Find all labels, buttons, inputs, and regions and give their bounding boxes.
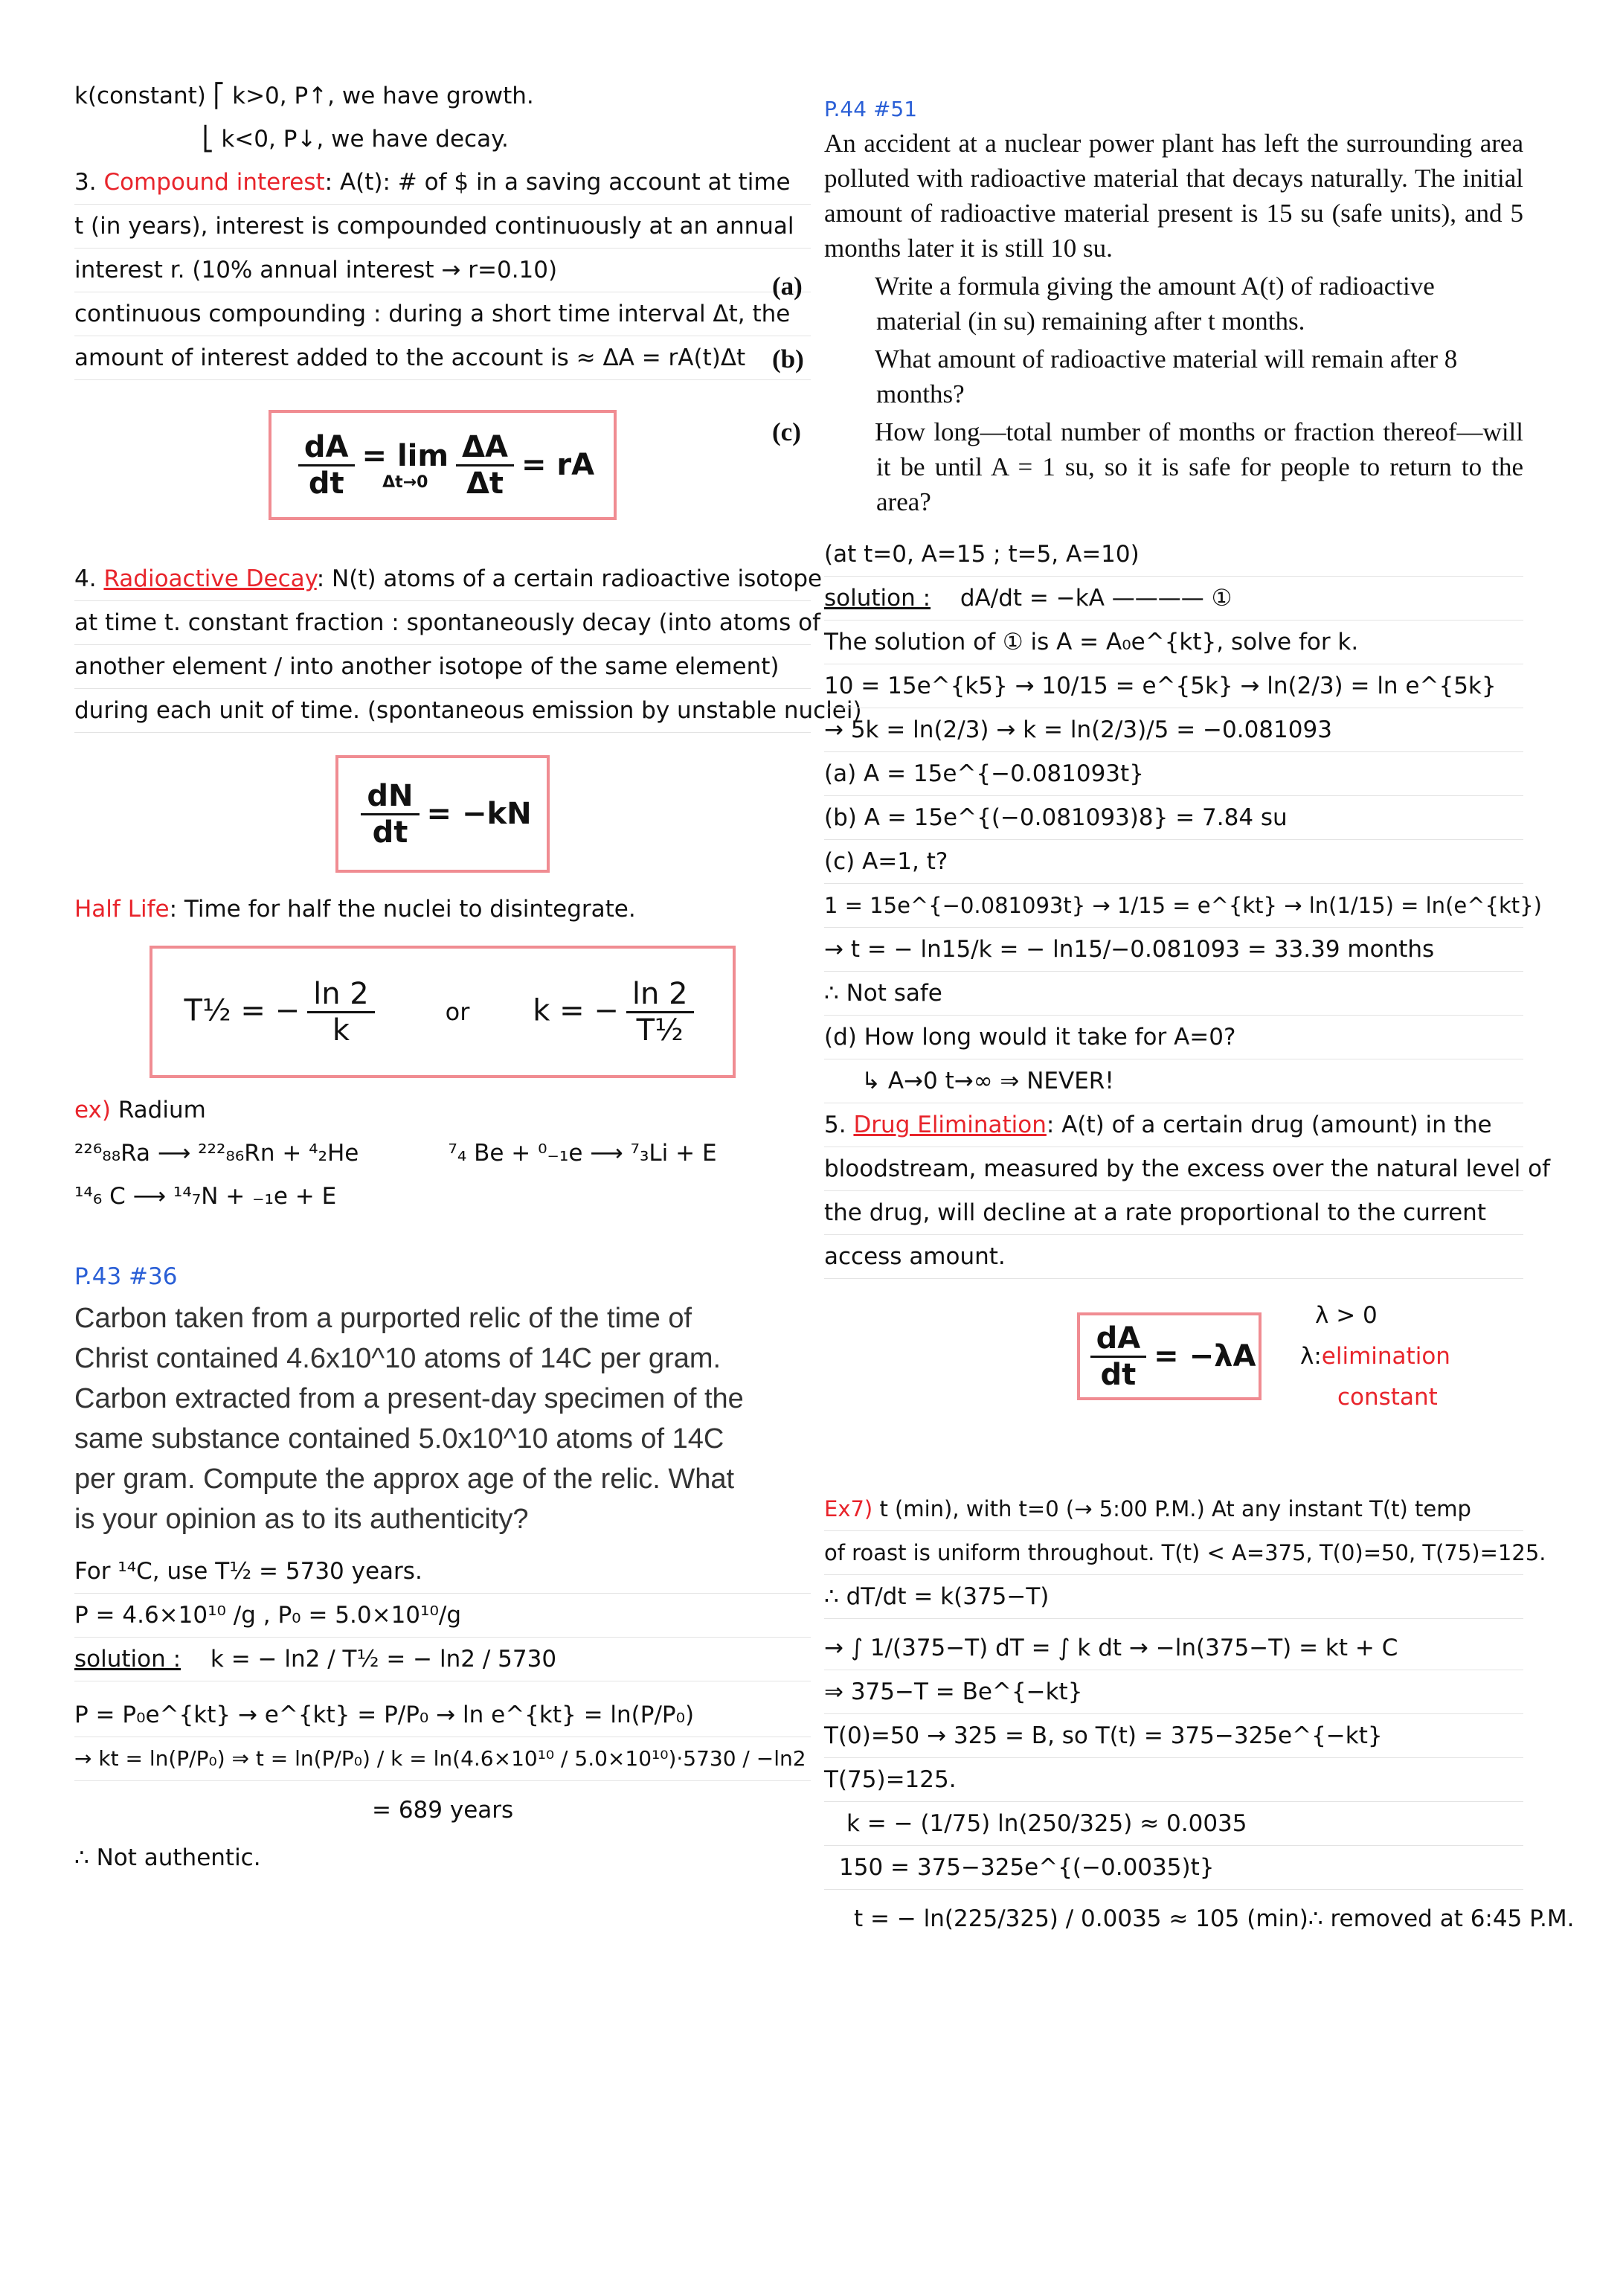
- de-line-4: access amount.: [824, 1235, 1523, 1279]
- ex7-line-1: Ex7) t (min), with t=0 (→ 5:00 P.M.) At any instant T(t) temp: [824, 1487, 1523, 1531]
- p43-step-2: → kt = ln(P/P₀) ⇒ t = ln(P/P₀) / k = ln(4.6×10¹⁰ / 5.0×10¹⁰)·5730 / −ln2: [74, 1737, 811, 1781]
- question-d: (d) How long would it take for A=0?: [824, 1016, 1523, 1059]
- p44-reference: P.44 #51: [824, 97, 918, 121]
- limit-expression: = lim Δt→0: [361, 438, 449, 492]
- k-decay-line: ⎣ k<0, P↓, we have decay.: [202, 126, 509, 153]
- radium-example-heading: ex) Radium: [74, 1097, 206, 1123]
- ex7-line-9: 150 = 375−325e^{(−0.0035)t}: [824, 1846, 1523, 1890]
- half-life-title: Half Life: [74, 896, 170, 923]
- carbon-equation: ¹⁴₆ C ⟶ ¹⁴₇N + ₋₁e + E: [74, 1183, 337, 1210]
- delta-fraction: $\frac{\Delta A}{\Delta t}$: [456, 430, 514, 501]
- p44-problem-text: An accident at a nuclear power plant has left the surrounding area polluted with radioactive material that decays naturally. The initial amount of radioactive material present is 15 su (safe units), and 5 months later it is still 10 su.: [824, 129, 1523, 263]
- half-life-formula-box: T½ = − $\frac{\ln 2}{k}$ or k = − $\frac{\ln 2}{\text{T½}}$: [150, 946, 736, 1078]
- p43-reference: P.43 #36: [74, 1263, 178, 1290]
- k-growth-line: k(constant) ⎡ k>0, P↑, we have growth.: [74, 83, 534, 109]
- given-conditions: (at t=0, A=15 ; t=5, A=10): [824, 533, 1523, 577]
- rd-line-2: at time t. constant fraction : spontaneously decay (into atoms of: [74, 601, 811, 645]
- ci-line-3: interest r. (10% annual interest → r=0.10): [74, 248, 811, 292]
- right-column: [772, 93, 1575, 1940]
- left-column: [74, 74, 862, 1879]
- rd-line-3: another element / into another isotope of the same element): [74, 645, 811, 689]
- dA-dt-fraction: $\frac{dA}{dt}$: [298, 430, 355, 501]
- half-life-formula-t: T½ = − $\frac{\ln 2}{k}$: [184, 977, 382, 1048]
- rd-line-4: during each unit of time. (spontaneous emission by unstable nuclei): [74, 689, 811, 733]
- drug-elimination-title: Drug Elimination: [853, 1112, 1047, 1138]
- lambda-constant: constant: [1337, 1384, 1438, 1411]
- p44-part-c: (c) How long—total number of months or fraction thereof—will it be until A = 1 su, so it is safe for people to return to the area?: [772, 417, 1523, 516]
- nuclear-equations: ²²⁶₈₈Ra ⟶ ²²²₈₆Rn + ⁴₂He ⁷₄ Be + ⁰₋₁e ⟶ ⁷₃Li + E: [74, 1140, 717, 1167]
- solve-step-2: → 5k = ln(2/3) → k = ln(2/3)/5 = −0.081093: [824, 708, 1523, 752]
- compound-interest-heading: [74, 161, 811, 205]
- p44-part-a: (a) Write a formula giving the amount A(t) of radioactive material (in su) remaining after t months.: [772, 272, 1435, 336]
- drug-elimination-formula-area: [824, 1294, 1523, 1443]
- p43-given-line: P = 4.6×10¹⁰ /g , P₀ = 5.0×10¹⁰/g: [74, 1594, 811, 1638]
- radioactive-decay-heading: 4. Radioactive Decay: N(t) atoms of a certain radioactive isotope: [74, 557, 811, 601]
- lambda-definition: λ:elimination: [1300, 1343, 1450, 1370]
- drug-elimination-formula-box: $\frac{dA}{dt}$ = −λA: [1077, 1312, 1262, 1400]
- half-life-line: Half Life: Time for half the nuclei to disintegrate.: [74, 896, 636, 923]
- answer-c-conclusion: ∴ Not safe: [824, 972, 1523, 1016]
- ex7-final: t = − ln(225/325) / 0.0035 ≈ 105 (min) ∴ removed at 6:45 P.M.: [824, 1897, 1523, 1940]
- solve-step-1: 10 = 15e^{k5} → 10/15 = e^{5k} → ln(2/3) = ln e^{5k}: [824, 664, 1523, 708]
- answer-c-step-1: 1 = 15e^{−0.081093t} → 1/15 = e^{kt} → ln(1/15) = ln(e^{kt}): [824, 884, 1523, 928]
- compound-interest-title: Compound interest: [103, 169, 325, 196]
- p43-problem-text: Carbon taken from a purported relic of the time of Christ contained 4.6x10^10 atoms of 14C per gram. Carbon extracted from a present-day specimen of the same substance contained 5.0x10^10 atoms of 14C per gram. Compute the approx age of the relic. What is your opinion as to its authenticity?: [74, 1303, 744, 1535]
- ci-line-2: t (in years), interest is compounded continuously at an annual: [74, 205, 811, 248]
- section-number: 3.: [74, 169, 97, 196]
- ex7-line-7: T(75)=125.: [824, 1758, 1523, 1802]
- ex7-line-2: of roast is uniform throughout. T(t) < A=375, T(0)=50, T(75)=125.: [824, 1531, 1523, 1575]
- p43-for-line: For ¹⁴C, use T½ = 5730 years.: [74, 1550, 811, 1594]
- ex7-line-6: T(0)=50 → 325 = B, so T(t) = 375−325e^{−kt}: [824, 1714, 1523, 1758]
- ex7-line-4: → ∫ 1/(375−T) dT = ∫ k dt → −ln(375−T) = kt + C: [824, 1626, 1523, 1670]
- half-life-formula-k: k = − $\frac{\ln 2}{\text{T½}}$: [533, 977, 701, 1048]
- p43-solution-k: solution : k = − ln2 / T½ = − ln2 / 5730: [74, 1638, 811, 1681]
- answer-b: (b) A = 15e^{(−0.081093)8} = 7.84 su: [824, 796, 1523, 840]
- ex7-conclusion: ∴ removed at 6:45 P.M.: [1308, 1905, 1575, 1932]
- solution-ode: solution : dA/dt = −kA ———— ①: [824, 577, 1523, 621]
- p43-step-1: P = P₀e^{kt} → e^{kt} = P/P₀ → ln e^{kt} = ln(P/P₀): [74, 1693, 811, 1737]
- p43-conclusion: ∴ Not authentic.: [74, 1844, 261, 1871]
- p44-part-b: (b) What amount of radioactive material will remain after 8 months?: [772, 344, 1458, 408]
- p43-result: = 689 years: [372, 1797, 514, 1824]
- answer-d: ↳ A→0 t→∞ ⇒ NEVER!: [824, 1059, 1523, 1103]
- de-line-3: the drug, will decline at a rate proportional to the current: [824, 1191, 1523, 1235]
- compound-interest-formula-box: $\frac{dA}{dt}$ = lim Δt→0 $\frac{\Delta A}{\Delta t}$ = rA: [269, 410, 617, 520]
- ex7-line-3: ∴ dT/dt = k(375−T): [824, 1575, 1523, 1619]
- ci-line-5: amount of interest added to the account is ≈ ΔA = rA(t)Δt: [74, 336, 811, 380]
- answer-a: (a) A = 15e^{−0.081093t}: [824, 752, 1523, 796]
- radioactive-decay-title: Radioactive Decay: [103, 565, 317, 592]
- de-line-2: bloodstream, measured by the excess over the natural level of: [824, 1147, 1523, 1191]
- ex7-line-5: ⇒ 375−T = Be^{−kt}: [824, 1670, 1523, 1714]
- lambda-positive: λ > 0: [1315, 1302, 1378, 1329]
- ex7-line-8: k = − (1/75) ln(250/325) ≈ 0.0035: [824, 1802, 1523, 1846]
- compound-interest-def: : A(t): # of $ in a saving account at time: [324, 169, 791, 196]
- solution-general: The solution of ① is A = A₀e^{kt}, solve for k.: [824, 621, 1523, 664]
- decay-formula-box: $\frac{dN}{dt}$ = −kN: [335, 755, 550, 873]
- answer-c-step-2: → t = − ln15/k = − ln15/−0.081093 = 33.39 months: [824, 928, 1523, 972]
- ci-line-4: continuous compounding : during a short time interval Δt, the: [74, 292, 811, 336]
- drug-elimination-heading: 5. Drug Elimination: A(t) of a certain drug (amount) in the: [824, 1103, 1523, 1147]
- answer-c-question: (c) A=1, t?: [824, 840, 1523, 884]
